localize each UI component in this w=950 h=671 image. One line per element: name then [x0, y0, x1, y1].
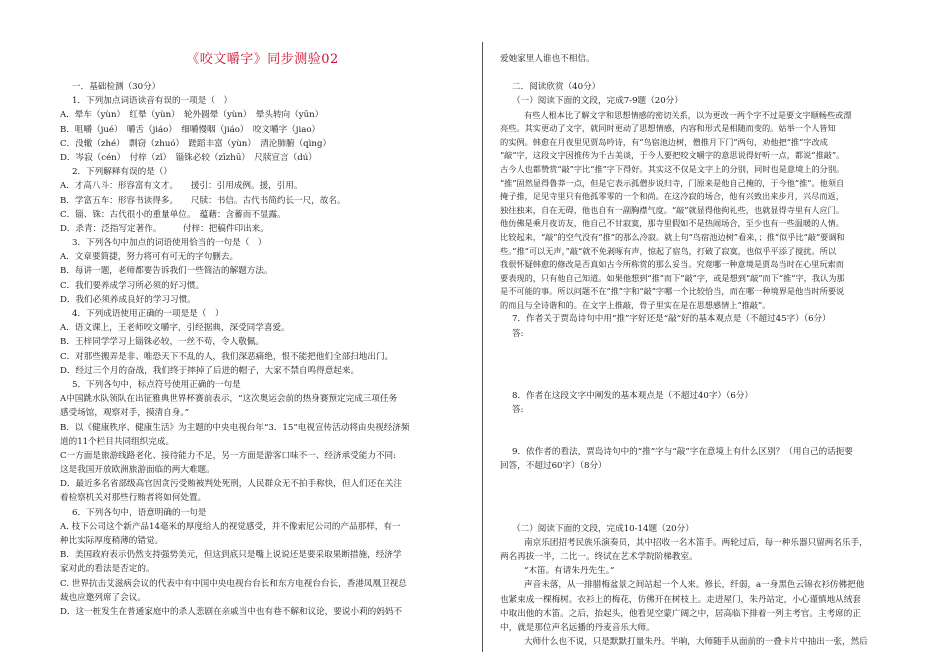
text-line: 家对此的看法是否定的。	[60, 564, 155, 575]
text-line: 道的11个栏目共同组织完成。	[60, 436, 175, 447]
passage-line: 也紧束成一棵梅树。衣衫上的梅花，仿佛开在树枝上。走进屋门，朱丹站定，小心谨慎地从绒套	[500, 594, 861, 605]
section-heading-reading: 二．阅读欣赏（40分）	[512, 82, 601, 93]
text-line: B．王梓同学学习上锱铢必较，一丝不苟，令人敬佩。	[60, 337, 264, 348]
passage-line: 独往独来，自在无碍，他也自有一副胸襟气度。“敲”就显得他拘礼些，也就显得寺里有人应门。	[500, 204, 845, 215]
text-line: A．晕车（yùn） 红晕（yùn） 轮外圆晕（yùn） 晕头转向（yūn）	[60, 110, 324, 121]
passage-one	[500, 109, 900, 313]
answer-label: 答:	[512, 328, 524, 339]
text-line: A．才高八斗：形容富有文才。 援引：引用成例。援，引用。	[60, 181, 303, 192]
text-line: 1．下列加点词语读音有误的一项是（ ）	[72, 96, 233, 107]
passage-line: 要表现的，只有他自己知道。如果他想到“推”而下“敲”字，或是想到“敲”而下“推”字，我认为那	[500, 272, 845, 283]
text-line: B．咀嚼（jué） 嚼舌（jiáo） 细嚼慢咽（jiáo） 咬文嚼字（jiao）	[60, 124, 321, 135]
text-line: A．文章要简捷，努力将可有可无的字句删去。	[60, 252, 239, 263]
passage-line: 中取出他的木笛。之后，抬起头，他看见空蒙广阔之中，居高临下排着一列主考官。主考席的正	[500, 608, 861, 619]
text-line: D．经过三个月的奋战，我们终于摔掉了后进的帽子，大家不禁自鸣得意起来。	[60, 365, 360, 376]
text-line: 一．基础检测（30分）	[72, 82, 161, 92]
left-text-block	[60, 80, 465, 619]
text-line: D．杀青：泛指写定著作。 付梓：把稿件印出来。	[60, 223, 269, 234]
text-line: A. 枝下公司这个新产品14毫米的厚度给人的视觉感受，并不像索尼公司的产品那样，有一	[60, 521, 401, 532]
text-line: C．锱、铢：古代很小的重量单位。 蕴藉：含蓄而不显露。	[60, 209, 286, 220]
text-line: B．以《健康秩序、健康生活》为主题的中央电视台年“3．15”电视宣传活动将由央视经济频	[60, 422, 410, 433]
text-line: D．我们必须养成良好的学习习惯。	[60, 294, 196, 305]
column-divider	[482, 42, 483, 652]
passage-line: 南京乐团招考民族乐演奏员，其中招收一名木笛手。两轮过后，每一种乐器只留两名乐手，	[524, 537, 868, 548]
question-7: 7．作者关于贾岛诗句中用“推”字好还是“敲”好的基本观点是（不超过45字）（6分）	[512, 314, 831, 325]
text-line: A中国跳水队领队在出征雅典世界杯赛前表示，“这次奥运会前的热身赛预定完成三项任务	[60, 394, 398, 405]
sub-heading-q7-9: （一）阅读下面的文段，完成7-9题（20分）	[512, 96, 683, 107]
text-line: 裁也应邀列席了会议。	[60, 592, 146, 603]
right-column	[500, 0, 900, 671]
passage-line: “推”固然显得鲁莽一点，但是它表示孤僧步说归寺，门原来是他自己掩的，于今他“推”。他须自	[500, 177, 845, 188]
question-9-continued: 回答，不超过60字）（8分）	[500, 461, 607, 472]
text-line: D．岑寂（cén） 付梓（zǐ） 锱铢必较（zīzhū） 尺牍宣言（dú）	[60, 152, 317, 163]
passage-line: 是不可能的事。所以问题不在“推”字和“敲”字哪一个比较恰当，而在哪一种境界是他当时所要说	[500, 286, 845, 297]
text-line: D．最近多名省部级高官因贪污受贿被判处死刑，人民群众无不拍手称快，但人们还在关注	[60, 479, 403, 490]
passage-line: 的而且与全诗谐和的。在文字上推敲，骨子里实在是在思想感情上“推敲”。	[500, 299, 771, 310]
passage-line: 两名再拔一半，二比一。终试在艺术学院阶梯教室。	[500, 551, 698, 562]
text-line: 5．下列各句中，标点符号使用正确的一句是	[72, 379, 241, 390]
text-line: C．我们要养成学习所必须的好习惯。	[60, 280, 205, 291]
question-8: 8．作者在这段文字中阐发的基本观点是（不超过40字）（6分）	[512, 390, 754, 401]
question-9: 9．依作者的看法，贾岛诗句中的“推”字与“敲”字在意境上有什么区别？（用自己的话扼要	[512, 447, 854, 458]
passage-line: 掩子推，足见寺里只有他孤零零的一个和尚。在这冷寂的场合，他有兴致出来步月，兴尽而返，	[500, 191, 844, 202]
text-line: 2．下列解释有误的是（）	[72, 167, 172, 178]
text-line: D．这一桩发生在普通家庭中的杀人悲剧在亲戚当中也有巷不解和议论，要说小莉的妈妈不	[60, 606, 403, 617]
passage-line: 我很怀疑韩愈的修改是否真如古今所称赏的那么妥当。究竟哪一种意境是贾岛当时在心里玩索而	[500, 259, 844, 270]
text-line: 这是我国开放欧洲旅游面临的两大难题。	[60, 465, 215, 476]
left-column	[60, 0, 465, 671]
text-line: 种比实际厚度稍薄的错觉。	[60, 536, 164, 546]
passage-line: 声音未落，从一排腊梅盆景之间站起一个人来。修长，纤弱，a一身黑色云锦衣衫仿佛把他	[524, 580, 865, 591]
text-line: C．没辙（zhé） 剽窃（zhuó） 蹉蹈丰富（yùn） 清沦肺腑（qìng）	[60, 138, 332, 149]
text-line: C一方面是旅游线路老化、接待能力不足，另一方面是游客口味不一、经济承受能力不同:	[60, 450, 397, 461]
text-line: A．语文课上，王老师咬文嚼字，引经据典，深受同学喜爱。	[60, 323, 290, 334]
passage-line: 中，就是那位声名远播的丹麦音乐大师。	[500, 622, 655, 633]
passage-line: “敲”字，这段文字因推传为千古美谈，于今人要把咬文嚼字的意思说得好听一点，都说“推敲”。	[500, 150, 845, 161]
passage-line: 大师什么也不说，只是默默打量朱丹。半晌，大师随手从面前的一叠卡片中抽出一张，然后	[524, 637, 868, 648]
text-line: B．学富五车：形容书读得多。 尺牍：书信。古代书简约长一尺，故名。	[60, 195, 346, 206]
passage-line: 的实例。韩愈在月夜里见贾岛吟诗，有“鸟宿池边树，僧推月下门”两句，劝他把“推”字改成	[500, 136, 828, 147]
passage-line: 有些人根本比了解文字和思想情感的密切关系，以为更改一两个字不过是要文字顺畅些或漂	[524, 109, 852, 120]
passage-line: 亮些。其实更动了文字，就同时更动了思想情感，内容和形式是相随而变的。姑举一个人皆知	[500, 123, 836, 134]
text-line: 6．下列各句中，语意明确的一句是	[72, 507, 207, 518]
sub-heading-q10-14: （二）阅读下面的文段，完成10-14题（20分）	[512, 523, 694, 534]
answer-label: 答:	[512, 405, 524, 416]
passage-two	[500, 536, 900, 650]
continued-line: 爱她家里人谁也不相信。	[500, 54, 595, 64]
text-line: 着检察机关对那些行贿者将如何处置。	[60, 493, 207, 504]
text-line: 4．下列成语使用正确的一项是是（ ）	[72, 309, 224, 319]
passage-line: 些。”推“可以无声，”敲“就不免剥啄有声，惊起了宿鸟，打破了寂寞，也似乎平添了搅扰。所以	[500, 245, 837, 256]
text-line: B．每讲一题，老师都要告诉我们一些简洁的解题方法。	[60, 266, 273, 277]
text-line: C. 世界抗击艾滋病会议的代表中有中国中央电视台台长和东方电视台台长，香港凤凰卫视总	[60, 578, 407, 589]
text-line: 3．下列各句中加点的词语使用恰当的一句是（ ）	[72, 238, 267, 249]
text-line: 感受场馆，观察对手，摸清自身。”	[60, 408, 190, 419]
right-text-block	[500, 52, 900, 649]
page-title: 《咬文嚼字》同步测验02	[186, 52, 339, 67]
passage-line: 比较起来，“敲”的空气没有“推”的那么冷寂。就上句“鸟宿池边树”看来，；推“似乎比”敲“要调和	[500, 231, 845, 242]
text-line: B．美国政府表示仍然支持强势美元，但这到底只是嘴上说说还是要采取果断措施，经济学	[60, 550, 402, 561]
passage-line: “木笛。有请朱丹先生。”	[524, 566, 615, 577]
passage-line: 他仿佛是乘月夜访友，他自己不甘寂寞，那寺里假如不是热闹场合，至少也有一些温暖的人情。	[500, 218, 844, 229]
text-line: C．对那些搬弄是非、唯恐天下不乱的人，我们深恶痛绝，恨不能把他们全部扫地出门。	[60, 351, 394, 362]
passage-line: 古今人也都赞赏“敲”字比“推”字下得好。其实这不仅是文字上的分别，同时也是意境上的分别。	[500, 163, 845, 174]
